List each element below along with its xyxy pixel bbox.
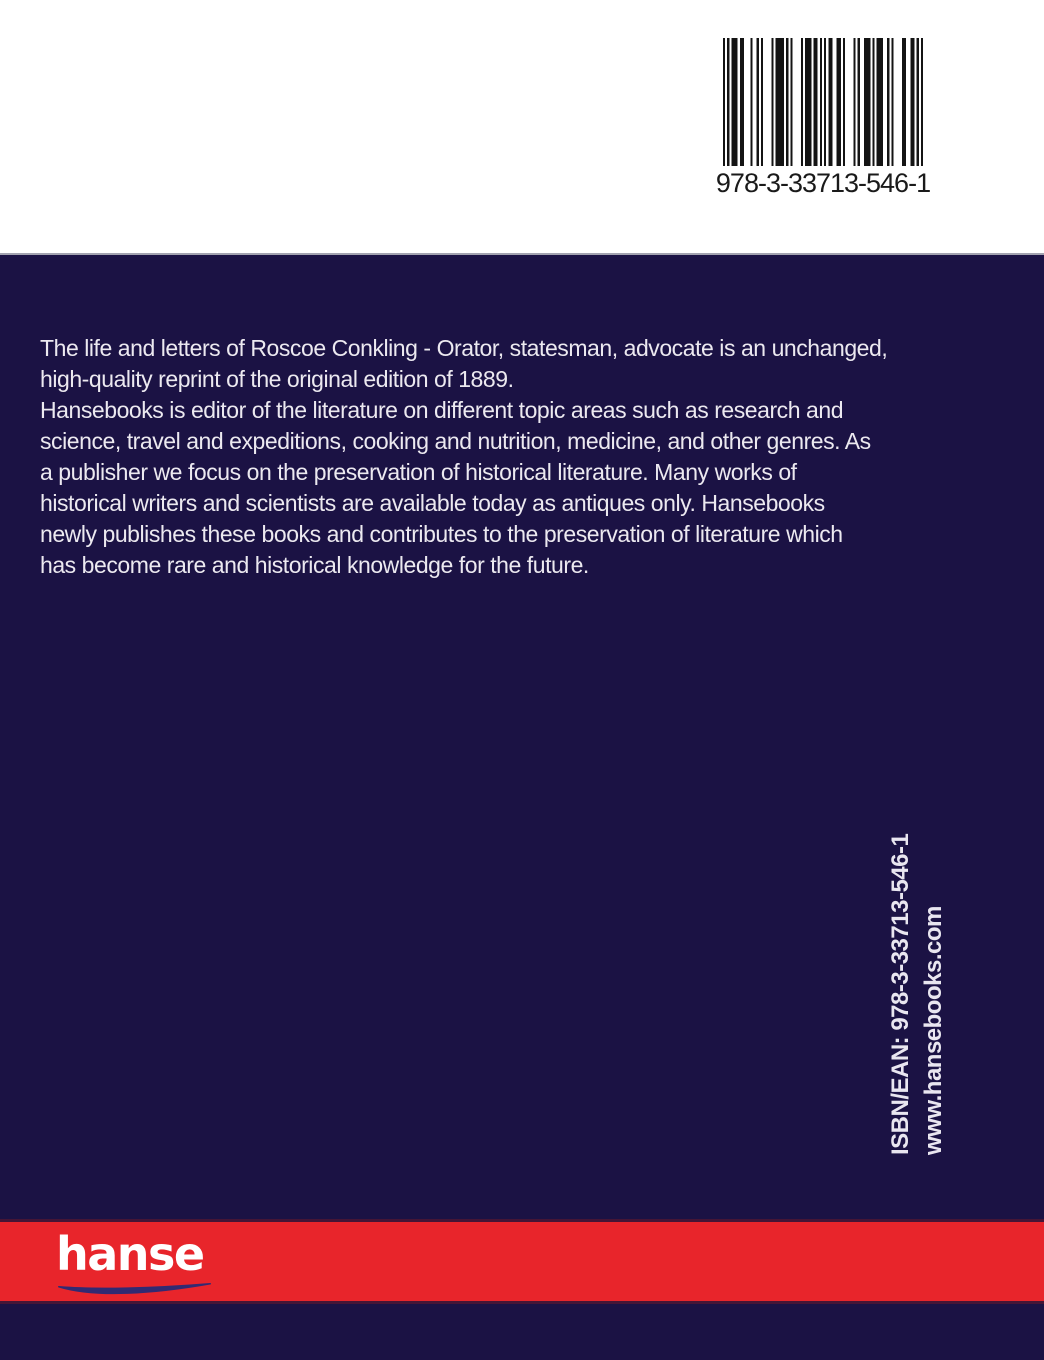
description-line: science, travel and expeditions, cooking and nutrition, medicine, and other genres. As [40, 428, 871, 454]
logo-swoosh-icon [56, 1280, 214, 1295]
barcode-block [712, 38, 934, 199]
description-line: a publisher we focus on the preservation of historical literature. Many works of [40, 459, 797, 485]
vertical-info [884, 825, 950, 1155]
description-line: newly publishes these books and contributes to the preservation of literature which [40, 521, 843, 547]
barcode-number: 978-3-33713-546-1 [715, 168, 931, 198]
isbn-ean-vertical-label: ISBN/EAN: 978-3-33713-546-1 [887, 833, 914, 1155]
barcode-image [723, 38, 923, 166]
description-text [40, 333, 887, 581]
hanse-logo-text: hanse [56, 1227, 204, 1281]
website-vertical-label: www.hansebooks.com [920, 906, 947, 1155]
top-white-area [0, 0, 1044, 255]
bottom-navy-strip [0, 1304, 1044, 1360]
description-line: historical writers and scientists are available today as antiques only. Hansebooks [40, 490, 825, 516]
description-line: has become rare and historical knowledge for the future. [40, 552, 589, 578]
publisher-band [0, 1219, 1044, 1304]
description-line: The life and letters of Roscoe Conkling - Orator, statesman, advocate is an unchanged, [40, 335, 888, 361]
hanse-logo [56, 1228, 226, 1300]
navy-main-area [0, 255, 1044, 1219]
description-line: Hansebooks is editor of the literature on different topic areas such as research and [40, 397, 844, 423]
description-line: high-quality reprint of the original edition of 1889. [40, 366, 514, 392]
